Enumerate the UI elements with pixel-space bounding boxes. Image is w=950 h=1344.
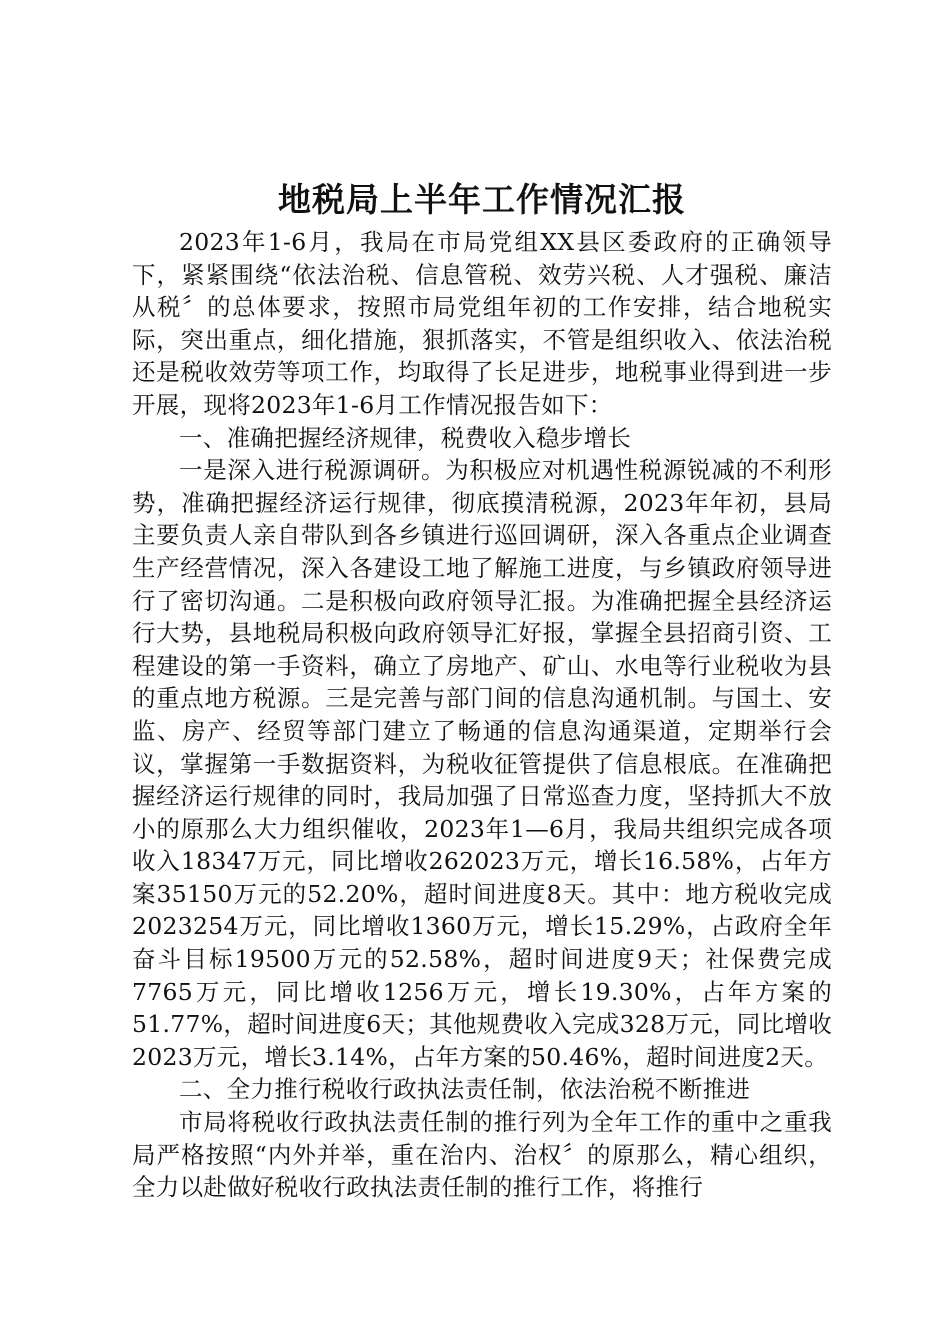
body-paragraph-1: 一是深入进行税源调研。为积极应对机遇性税源锐减的不利形势，准确把握经济运行规律，彻底摸清税源，2023年年初，县局主要负责人亲自带队到各乡镇进行巡回调研，深入各重点企业调查生产经营情况，深入各建设工地了解施工进度，与乡镇政府领导进行了密切沟通。二是积极向政府领导汇报。为准确把握全县经济运行大势，县地税局积极向政府领导汇好报，掌握全县招商引资、工程建设的第一手资料，确立了房地产、矿山、水电等行业税收为县的重点地方税源。三是完善与部门间的信息沟通机制。与国土、安监、房产、经贸等部门建立了畅通的信息沟通渠道，定期举行会议，掌握第一手数据资料，为税收征管提供了信息根底。在准确把握经济运行规律的同时，我局加强了日常巡查力度，坚持抓大不放小的原那么大力组织催收，2023年1—6月，我局共组织完成各项收入18347万元，同比增收262023万元，增长16.58%，占年方案35150万元的52.20%，超时间进度8天。其中：地方税收完成2023254万元，同比增收1360万元，增长15.29%，占政府全年奋斗目标19500万元的52.58%，超时间进度9天；社保费完成7765万元，同比增收1256万元，增长19.30%，占年方案的51.77%，超时间进度6天；其他规费收入完成328万元，同比增收2023万元，增长3.14%，占年方案的50.46%，超时间进度2天。 bbox=[132, 456, 832, 1071]
body-paragraph-2: 市局将税收行政执法责任制的推行列为全年工作的重中之重我局严格按照“内外并举，重在治内、治权〞的原那么，精心组织，全力以赴做好税收行政执法责任制的推行工作，将推行 bbox=[132, 1108, 832, 1202]
document-title: 地税局上半年工作情况汇报 bbox=[278, 180, 686, 219]
intro-paragraph: 2023年1-6月，我局在市局党组XX县区委政府的正确领导下，紧紧围绕“依法治税、信息管税、效劳兴税、人才强税、廉洁从税〞的总体要求，按照市局党组年初的工作安排，结合地税实际，突出重点，细化措施，狠抓落实，不管是组织收入、依法治税还是税收效劳等项工作，均取得了长足进步，地税事业得到进一步开展，现将2023年1-6月工作情况报告如下： bbox=[132, 228, 832, 419]
section-heading-1: 一、准确把握经济规律，税费收入稳步增长 bbox=[179, 423, 632, 452]
document-page bbox=[132, 180, 832, 1204]
section-heading-2: 二、全力推行税收行政执法责任制，依法治税不断推进 bbox=[179, 1075, 751, 1104]
